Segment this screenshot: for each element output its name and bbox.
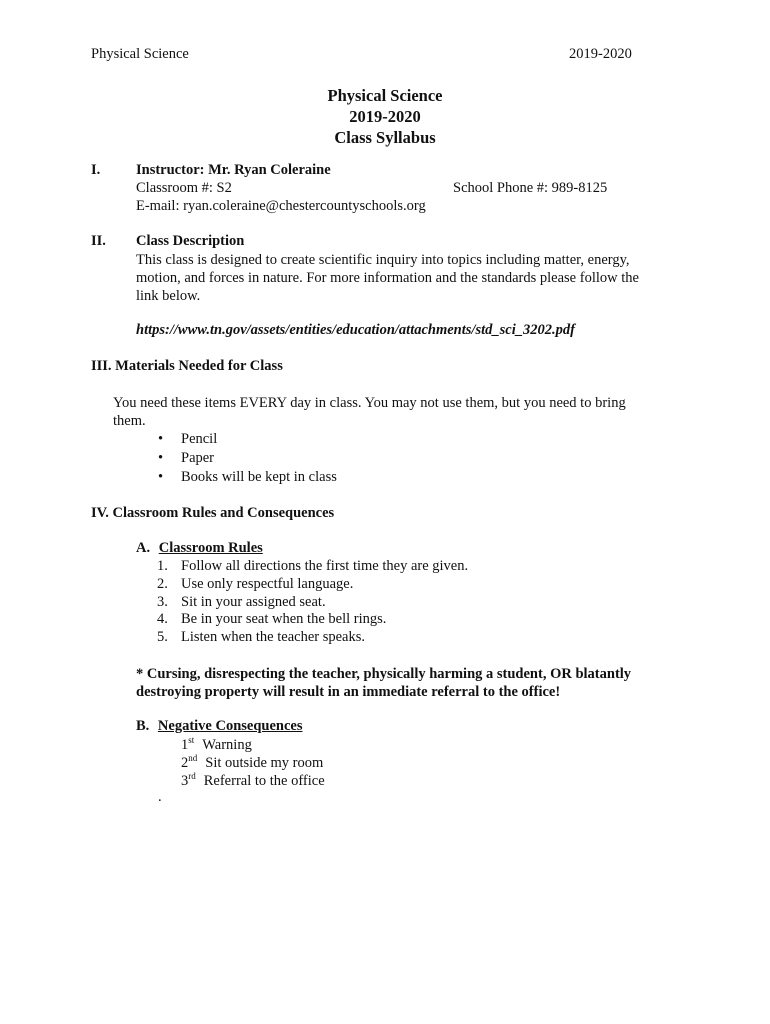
consequence-text: Referral to the office <box>203 773 325 789</box>
list-item: • Books will be kept in class <box>157 468 337 487</box>
consequences-subheading <box>136 718 303 735</box>
description-line: motion, and forces in nature. For more information and the standards please follow the <box>136 270 639 286</box>
section-2-numeral: II. <box>91 233 106 249</box>
rule-number: 3. <box>157 593 168 610</box>
class-description-heading: Class Description <box>136 233 245 249</box>
list-item <box>157 611 468 629</box>
materials-text <box>113 394 626 430</box>
consequence-number: 1 <box>181 737 189 753</box>
warning-note <box>136 665 631 701</box>
rule-text: Listen when the teacher speaks. <box>181 629 365 646</box>
consequences-list <box>181 736 325 790</box>
standards-link[interactable]: https://www.tn.gov/assets/entities/education/attachments/std_sci_3202.pdf <box>136 322 575 338</box>
instructor-line: Instructor: Mr. Ryan Coleraine <box>136 162 331 178</box>
list-item <box>181 772 325 790</box>
rule-number: 4. <box>157 611 168 628</box>
materials-heading: III. Materials Needed for Class <box>91 358 283 374</box>
section-1-numeral: I. <box>91 162 101 178</box>
consequence-ordinal: nd <box>188 753 198 763</box>
rule-text: Sit in your assigned seat. <box>181 593 326 610</box>
list-item <box>181 736 325 754</box>
title-line-2: 2019-2020 <box>349 107 421 126</box>
consequences-title: Negative Consequences <box>157 718 303 734</box>
description-line: link below. <box>136 288 201 304</box>
rule-number: 5. <box>157 629 168 646</box>
list-item <box>157 629 468 647</box>
rules-subheading <box>136 540 263 557</box>
consequence-number: 3 <box>181 773 189 789</box>
consequence-ordinal: st <box>188 735 195 745</box>
title-line-1: Physical Science <box>327 86 443 105</box>
list-item <box>157 558 468 576</box>
rule-text: Follow all directions the first time they are given. <box>181 558 469 574</box>
consequence-text: Warning <box>202 737 252 753</box>
warning-line: destroying property will result in an immediate referral to the office! <box>136 684 561 700</box>
rule-number: 1. <box>157 558 168 574</box>
trailing-dot: . <box>158 789 162 805</box>
list-item: • Pencil <box>157 430 337 449</box>
phone-line: School Phone #: 989-8125 <box>453 180 608 196</box>
list-item <box>157 594 468 612</box>
list-item <box>157 576 468 594</box>
rule-number: 2. <box>157 575 168 592</box>
materials-line: them. <box>113 413 146 429</box>
list-item <box>181 754 325 772</box>
consequences-label: B. <box>136 718 150 734</box>
classroom-line: Classroom #: S2 <box>136 180 232 196</box>
email-line: E-mail: ryan.coleraine@chestercountyschools.org <box>136 198 426 214</box>
rules-label: A. <box>136 540 151 556</box>
list-item: • Paper <box>157 449 337 468</box>
materials-line: You need these items EVERY day in class. You may not use them, but you need to bring <box>113 395 626 411</box>
header-left: Physical Science <box>91 46 189 62</box>
consequence-number: 2 <box>181 755 189 771</box>
class-description-text <box>136 251 639 305</box>
warning-line: * Cursing, disrespecting the teacher, physically harming a student, OR blatantly <box>136 666 632 682</box>
title-block <box>0 85 770 148</box>
consequence-text: Sit outside my room <box>205 755 324 771</box>
header-right: 2019-2020 <box>569 46 632 62</box>
rules-list <box>157 558 468 647</box>
rule-text: Use only respectful language. <box>181 575 354 592</box>
description-line: This class is designed to create scientific inquiry into topics including matter, energy, <box>136 252 630 268</box>
materials-list <box>157 430 337 487</box>
title-line-3: Class Syllabus <box>334 128 436 147</box>
rule-text: Be in your seat when the bell rings. <box>181 611 387 628</box>
consequence-ordinal: rd <box>188 771 196 781</box>
rules-title: Classroom Rules <box>158 540 263 556</box>
rules-heading: IV. Classroom Rules and Consequences <box>91 505 335 521</box>
